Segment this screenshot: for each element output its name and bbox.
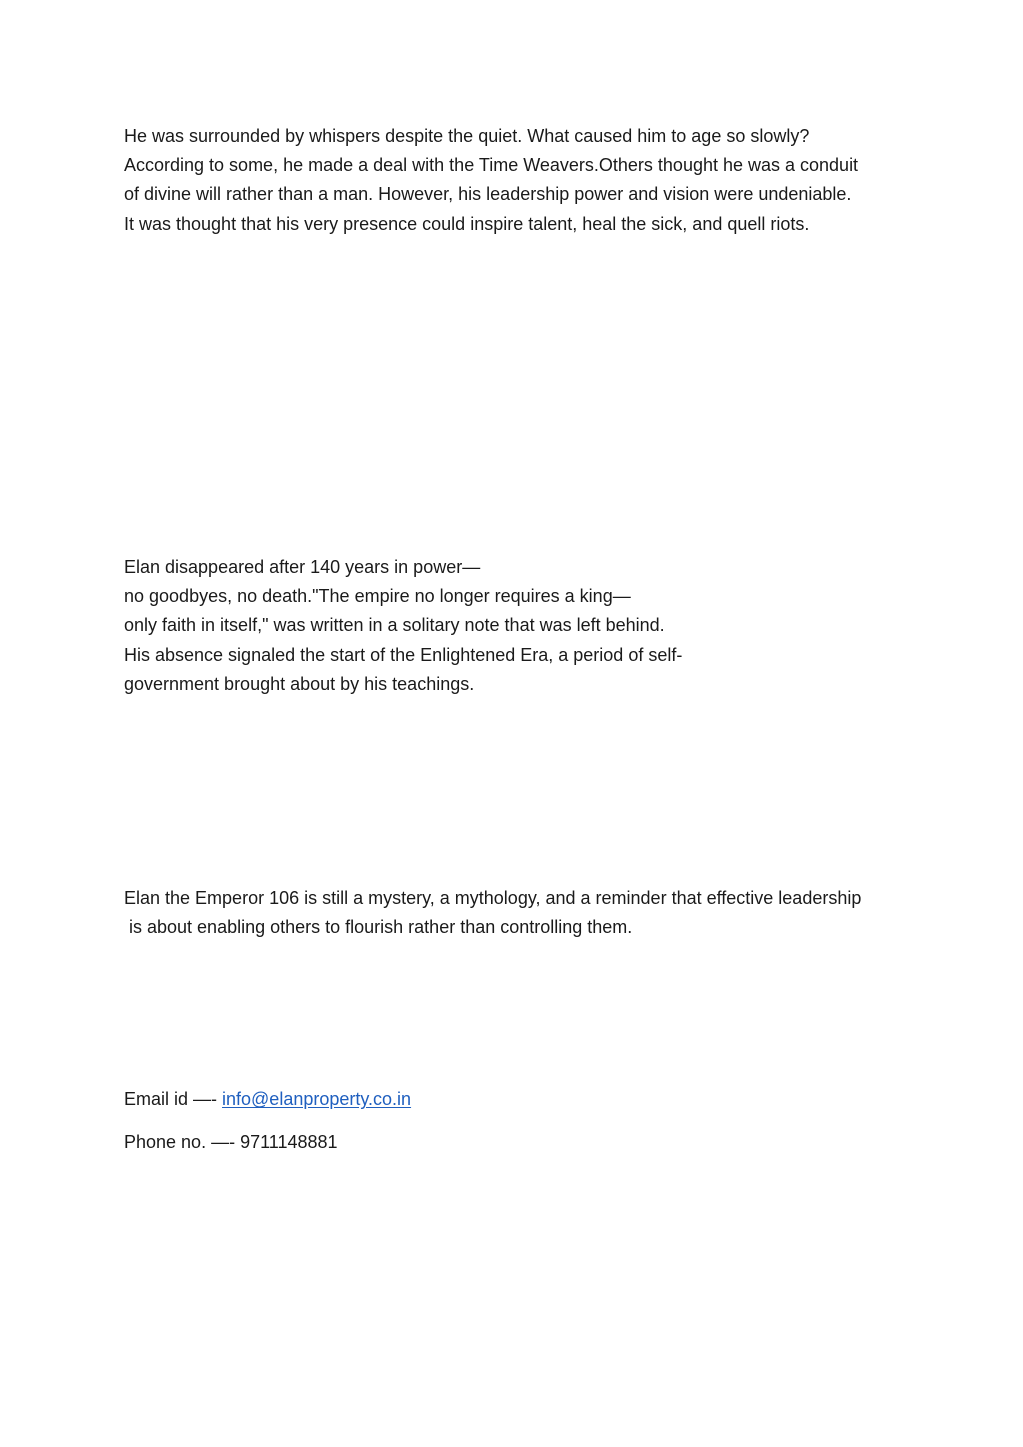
paragraph-line: Elan disappeared after 140 years in power— <box>124 557 481 577</box>
paragraph-line: It was thought that his very presence could inspire talent, heal the sick, and quell riots. <box>124 213 810 234</box>
paragraph-line: is about enabling others to flourish rather than controlling them. <box>124 917 633 938</box>
paragraph-line: no goodbyes, no death."The empire no longer requires a king— <box>124 586 631 607</box>
email-link[interactable]: info@elanproperty.co.in <box>222 1089 412 1109</box>
email-row <box>124 1086 411 1112</box>
paragraph-line: only faith in itself," was written in a solitary note that was left behind. <box>124 615 665 636</box>
email-label: Email id —- <box>124 1089 223 1109</box>
paragraph-whispers <box>124 122 924 239</box>
phone-number: 9711148881 <box>240 1132 338 1152</box>
paragraph-disappearance <box>124 553 924 699</box>
paragraph-line: According to some, he made a deal with the Time Weavers.Others thought he was a conduit <box>124 155 859 176</box>
paragraph-line: Elan the Emperor 106 is still a mystery, a mythology, and a reminder that effective leadership <box>124 888 862 908</box>
paragraph-line: of divine will rather than a man. However, his leadership power and vision were undeniable. <box>124 184 852 205</box>
phone-row <box>124 1129 338 1155</box>
paragraph-legacy <box>124 884 924 942</box>
paragraph-line: His absence signaled the start of the Enlightened Era, a period of self- <box>124 644 683 665</box>
paragraph-line: government brought about by his teachings. <box>124 673 475 694</box>
phone-label: Phone no. —- <box>124 1132 241 1152</box>
paragraph-line: He was surrounded by whispers despite the quiet. What caused him to age so slowly? <box>124 126 810 146</box>
